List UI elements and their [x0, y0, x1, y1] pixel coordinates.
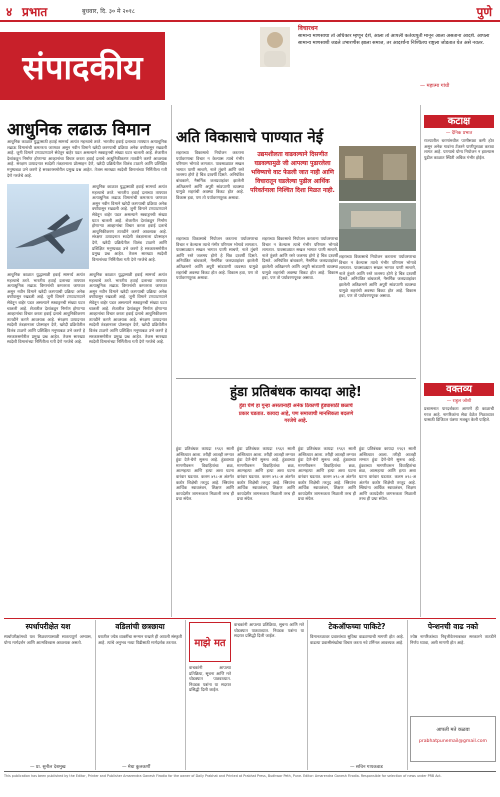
reader-letters-email[interactable]: prabhatpunemail@gmail.com: [418, 739, 488, 744]
flood-image-2: [339, 203, 416, 251]
bottom-col3b-body: वाचकांनी आपल्या प्रतिक्रिया, सूचना आणि मते थोडक्यात पाठवाव्यात. निवडक पत्रांना या सदरात प्रसिद्धी दिली जाईल.: [234, 622, 304, 639]
right-column-head: कटाक्ष: [424, 115, 494, 128]
bottom-col2-signature: — मेघा कुलकर्णी: [122, 765, 151, 770]
bottom-col1-signature: — प्रा. सुनील देशमुख: [30, 765, 66, 770]
third-deck: हुंडा घेणे हा गुन्हा असतानाही अनेक ठिकाणी हुंड्यासाठी छळाचे प्रकार घडतात. कायदा आहे, पण समाजाची मानसिकता बदलणे गरजेचे आहे.: [238, 403, 354, 424]
right-column-body: राज्यातील धरणांमधील पाणीसाठा कमी होत असून अनेक गावांना टँकरने पाणीपुरवठा करावा लागत आहे. पाण्याचे योग्य नियोजन न झाल्यास पुढील काळात स्थिती अधिक गंभीर होईल.: [424, 138, 494, 160]
flood-image-1: [339, 146, 416, 201]
flood-photo-2: [339, 203, 416, 251]
maze-mat-logo: [189, 622, 231, 662]
right-column-tag: — दैनिक प्रभात: [445, 131, 473, 136]
bottom-col1-body: स्पर्धापरीक्षांमध्ये यश मिळवण्यासाठी सातत्यपूर्ण अभ्यास, योग्य मार्गदर्शन आणि आत्मविश्वास आवश्यक असतो.: [4, 634, 92, 645]
second-headline: अति विकासाचे पाण्यात नेई: [176, 128, 324, 146]
reader-letters-box: [410, 716, 496, 762]
quote-portrait: [260, 27, 290, 67]
third-headline: हुंडा प्रतिबंधक कायदा आहे!: [230, 385, 362, 400]
main-body-col1: आधुनिक काळात युद्धासाठी हवाई सामर्थ्य अत्यंत महत्त्वाचे ठरते. भारतीय हवाई दलाच्या ताफ्यात अत्याधुनिक लढाऊ विमानांची कमतरता जाणवत असून नवीन विमाने खरेदी करण्याची प्रक्रिया अनेक वर्षांपासून रखडली आहे. जुनी विमाने टप्प्याटप्प्याने सेवेतून बाहेर पडत असल्याने स्क्वाड्रनची संख्या घटत चालली आहे. शेजारील देशांकडून निर्माण होणाऱ्या आव्हानांचा विचार करता हवाई दलाचे आधुनिकीकरण तातडीने करणे आवश्यक आहे. संरक्षण उत्पादनात स्वदेशी तंत्रज्ञानाला प्रोत्साहन देणे, खरेदी प्रक्रियेतील विलंब टाळणे आणि प्रशिक्षित मनुष्यबळ उभे करणे हे सरकारसमोरील प्रमुख प्रश्न आहेत. तेजस सारख्या स्वदेशी विमानांच्या निर्मितीला गती देणे गरजेचे आहे.: [7, 272, 85, 345]
footer-imprint: This publication has been published by the Editor, Printer and Publisher Amarendra Ganesh Firodia for the owner of Daily Prabhat and Printed at Prabhat Press, Budhwar Peth, Pune. Editor: Amarendra Ganesh Firodia. Responsible for selection of news under PRB Act.: [4, 774, 442, 778]
maze-mat-label: माझे मत: [194, 638, 226, 649]
fighter-jet-photo: [7, 184, 89, 269]
second-body-col1: शहराच्या विकासाचे नियोजन करताना पर्यावरणाचा विचार न केल्यास त्याचे गंभीर परिणाम भोगावे लागतात. पावसाळ्यात सखल भागात पाणी साचणे, नाले तुंबणे आणि रस्ते जलमय होणे हे चित्र दरवर्षी दिसते. अनियंत्रित बांधकामे, नैसर्गिक जलप्रवाहांवर झालेली अतिक्रमणे आणि अपुरी सांडपाणी व्यवस्था यामुळे शहरांची अवस्था बिकट होत आहे. विकास हवा, पण तो पर्यावरणपूरक असावा.: [176, 150, 244, 200]
main-body-top: आधुनिक काळात युद्धासाठी हवाई सामर्थ्य अत्यंत महत्त्वाचे ठरते. भारतीय हवाई दलाच्या ताफ्यात अत्याधुनिक लढाऊ विमानांची कमतरता जाणवत असून नवीन विमाने खरेदी करण्याची प्रक्रिया अनेक वर्षांपासून रखडली आहे. जुनी विमाने टप्प्याटप्प्याने सेवेतून बाहेर पडत असल्याने स्क्वाड्रनची संख्या घटत चालली आहे. शेजारील देशांकडून निर्माण होणाऱ्या आव्हानांचा विचार करता हवाई दलाचे आधुनिकीकरण तातडीने करणे आवश्यक आहे. संरक्षण उत्पादनात स्वदेशी तंत्रज्ञानाला प्रोत्साहन देणे, खरेदी प्रक्रियेतील विलंब टाळणे आणि प्रशिक्षित मनुष्यबळ उभे करणे हे सरकारसमोरील प्रमुख प्रश्न आहेत. तेजस सारख्या स्वदेशी विमानांच्या निर्मितीला गती देणे गरजेचे आहे.: [7, 139, 167, 178]
quote-author: विचारधन: [298, 25, 318, 32]
third-body-col4: हुंडा प्रतिबंधक कायदा १९६१ साली अस्तित्वात आला. तरीही आजही लग्नात हुंडा देणे-घेणे सुरूच आहे. हुंड्याच्या मागणीवरून विवाहितांचा छळ, आत्महत्या आणि हत्या अशा घटना वारंवार घडतात. कलम ४९८-अ अंतर्गत कठोर शिक्षेची तरतूद आहे. स्त्रियांना आर्थिक स्वावलंबन, शिक्षण आणि कायदेशीर जागरूकता मिळाली तरच ही प्रथा संपेल.: [359, 446, 416, 502]
bottom-col4-body: विमानतळावर प्रवाशांच्या सुविधा वाढवण्याची मागणी होत आहे. वाढत्या प्रवासीसंख्येचा विचार करता नवे टर्मिनल आवश्यक आहे.: [310, 634, 404, 645]
brand-logo: प्रभात: [22, 5, 48, 19]
second-body-col3: शहराच्या विकासाचे नियोजन करताना पर्यावरणाचा विचार न केल्यास त्याचे गंभीर परिणाम भोगावे लागतात. पावसाळ्यात सखल भागात पाणी साचणे, नाले तुंबणे आणि रस्ते जलमय होणे हे चित्र दरवर्षी दिसते. अनियंत्रित बांधकामे, नैसर्गिक जलप्रवाहांवर झालेली अतिक्रमणे आणि अपुरी सांडपाणी व्यवस्था यामुळे शहरांची अवस्था बिकट होत आहे. विकास हवा, पण तो पर्यावरणपूरक असावा.: [262, 236, 338, 281]
bottom-col5-headline: पेन्शनची वाढ नको: [427, 622, 479, 631]
bottom-col4-headline: टेकऑफच्या पाकिटे?: [328, 622, 386, 631]
reader-letters-contact: आपली मते कळवा: [436, 727, 470, 733]
second-body-col2: शहराच्या विकासाचे नियोजन करताना पर्यावरणाचा विचार न केल्यास त्याचे गंभीर परिणाम भोगावे लागतात. पावसाळ्यात सखल भागात पाणी साचणे, नाले तुंबणे आणि रस्ते जलमय होणे हे चित्र दरवर्षी दिसते. अनियंत्रित बांधकामे, नैसर्गिक जलप्रवाहांवर झालेली अतिक्रमणे आणि अपुरी सांडपाणी व्यवस्था यामुळे शहरांची अवस्था बिकट होत आहे. विकास हवा, पण तो पर्यावरणपूरक असावा.: [176, 236, 258, 281]
pullquote: उद्यमशीलता वाढवल्याने दिसणीत घडवल्यामुळे जी आपल्या पुढारलेला भविष्याचे वाट फेडली जात नाही आणि विचारातून घडलेल्या पुढील आर्थिक परिवर्तनाला निश्चित दिशा मिळत नाही.: [250, 151, 335, 194]
third-body-col3: हुंडा प्रतिबंधक कायदा १९६१ साली अस्तित्वात आला. तरीही आजही लग्नात हुंडा देणे-घेणे सुरूच आहे. हुंड्याच्या मागणीवरून विवाहितांचा छळ, आत्महत्या आणि हत्या अशा घटना वारंवार घडतात. कलम ४९८-अ अंतर्गत कठोर शिक्षेची तरतूद आहे. स्त्रियांना आर्थिक स्वावलंबन, शिक्षण आणि कायदेशीर जागरूकता मिळाली तरच ही प्रथा संपेल.: [298, 446, 356, 502]
portrait-image: [260, 27, 290, 67]
vakta-tag: — राहुल जोशी: [446, 399, 472, 404]
jet-image: [7, 184, 89, 269]
second-body-col4: शहराच्या विकासाचे नियोजन करताना पर्यावरणाचा विचार न केल्यास त्याचे गंभीर परिणाम भोगावे लागतात. पावसाळ्यात सखल भागात पाणी साचणे, नाले तुंबणे आणि रस्ते जलमय होणे हे चित्र दरवर्षी दिसते. अनियंत्रित बांधकामे, नैसर्गिक जलप्रवाहांवर झालेली अतिक्रमणे आणि अपुरी सांडपाणी व्यवस्था यामुळे शहरांची अवस्था बिकट होत आहे. विकास हवा, पण तो पर्यावरणपूरक असावा.: [339, 254, 416, 299]
main-body-col2: आधुनिक काळात युद्धासाठी हवाई सामर्थ्य अत्यंत महत्त्वाचे ठरते. भारतीय हवाई दलाच्या ताफ्यात अत्याधुनिक लढाऊ विमानांची कमतरता जाणवत असून नवीन विमाने खरेदी करण्याची प्रक्रिया अनेक वर्षांपासून रखडली आहे. जुनी विमाने टप्प्याटप्प्याने सेवेतून बाहेर पडत असल्याने स्क्वाड्रनची संख्या घटत चालली आहे. शेजारील देशांकडून निर्माण होणाऱ्या आव्हानांचा विचार करता हवाई दलाचे आधुनिकीकरण तातडीने करणे आवश्यक आहे. संरक्षण उत्पादनात स्वदेशी तंत्रज्ञानाला प्रोत्साहन देणे, खरेदी प्रक्रियेतील विलंब टाळणे आणि प्रशिक्षित मनुष्यबळ उभे करणे हे सरकारसमोरील प्रमुख प्रश्न आहेत. तेजस सारख्या स्वदेशी विमानांच्या निर्मितीला गती देणे गरजेचे आहे.: [89, 272, 167, 345]
third-body-col2: हुंडा प्रतिबंधक कायदा १९६१ साली अस्तित्वात आला. तरीही आजही लग्नात हुंडा देणे-घेणे सुरूच आहे. हुंड्याच्या मागणीवरून विवाहितांचा छळ, आत्महत्या आणि हत्या अशा घटना वारंवार घडतात. कलम ४९८-अ अंतर्गत कठोर शिक्षेची तरतूद आहे. स्त्रियांना आर्थिक स्वावलंबन, शिक्षण आणि कायदेशीर जागरूकता मिळाली तरच ही प्रथा संपेल.: [237, 446, 295, 502]
issue-date: बुधवार, दि. ३० मे २०१८: [82, 8, 135, 15]
page-number: ४: [6, 5, 13, 19]
main-headline: आधुनिक लढाऊ विमान: [7, 120, 151, 140]
main-body-beside-photo: आधुनिक काळात युद्धासाठी हवाई सामर्थ्य अत्यंत महत्त्वाचे ठरते. भारतीय हवाई दलाच्या ताफ्यात अत्याधुनिक लढाऊ विमानांची कमतरता जाणवत असून नवीन विमाने खरेदी करण्याची प्रक्रिया अनेक वर्षांपासून रखडली आहे. जुनी विमाने टप्प्याटप्प्याने सेवेतून बाहेर पडत असल्याने स्क्वाड्रनची संख्या घटत चालली आहे. शेजारील देशांकडून निर्माण होणाऱ्या आव्हानांचा विचार करता हवाई दलाचे आधुनिकीकरण तातडीने करणे आवश्यक आहे. संरक्षण उत्पादनात स्वदेशी तंत्रज्ञानाला प्रोत्साहन देणे, खरेदी प्रक्रियेतील विलंब टाळणे आणि प्रशिक्षित मनुष्यबळ उभे करणे हे सरकारसमोरील प्रमुख प्रश्न आहेत. तेजस सारख्या स्वदेशी विमानांच्या निर्मितीला गती देणे गरजेचे आहे.: [92, 184, 167, 262]
bottom-col2-headline: वडिलांची छत्रछाया: [115, 622, 165, 631]
bottom-col1-headline: स्पर्धापरीक्षेत यश: [25, 622, 71, 631]
vakta-head: वक्तव्य: [424, 383, 494, 396]
edition-city: पुणे: [476, 5, 492, 19]
flood-photo-1: [339, 146, 416, 201]
third-body-col1: हुंडा प्रतिबंधक कायदा १९६१ साली अस्तित्वात आला. तरीही आजही लग्नात हुंडा देणे-घेणे सुरूच आहे. हुंड्याच्या मागणीवरून विवाहितांचा छळ, आत्महत्या आणि हत्या अशा घटना वारंवार घडतात. कलम ४९८-अ अंतर्गत कठोर शिक्षेची तरतूद आहे. स्त्रियांना आर्थिक स्वावलंबन, शिक्षण आणि कायदेशीर जागरूकता मिळाली तरच ही प्रथा संपेल.: [176, 446, 234, 502]
section-title: संपादकीय: [22, 47, 143, 87]
vakta-body: प्रशासनात पारदर्शकता आणणे ही काळाची गरज आहे. नागरिकांना सेवा वेळेत मिळाव्यात यासाठी डिजिटल यंत्रणा मजबूत केली पाहिजे.: [424, 406, 494, 423]
bottom-col4-signature: — सचिन गायकवाड: [350, 765, 383, 770]
quote-text: सामान्य माणसाचा तो अधिकार म्हणून देशे, आला तो आपली कर्तव्यपूर्ती मानून आला असताना आदर्श. आपला सामान्य माणसाशी जडले उभारणीस झाला समाज, तर आदर्शांना निश्चितच राष्ट्रला जोडतात येत असे नवतर.: [298, 33, 490, 46]
masthead: [0, 0, 500, 22]
quote-attribution: — महात्मा गांधी: [420, 83, 450, 89]
bottom-col2-body: घरातील ज्येष्ठ व्यक्तींचा सन्मान राखणे ही आपली संस्कृती आहे. त्यांचे अनुभव नव्या पिढीसाठी मार्गदर्शक ठरतात.: [98, 634, 182, 645]
bottom-col3-body: वाचकांनी आपल्या प्रतिक्रिया, सूचना आणि मते थोडक्यात पाठवाव्यात. निवडक पत्रांना या सदरात प्रसिद्धी दिली जाईल.: [189, 665, 231, 693]
bottom-col5-body: ज्येष्ठ नागरिकांच्या निवृत्तीवेतनाबाबत सरकारने तातडीने निर्णय घ्यावा, अशी मागणी होत आहे.: [410, 634, 496, 645]
